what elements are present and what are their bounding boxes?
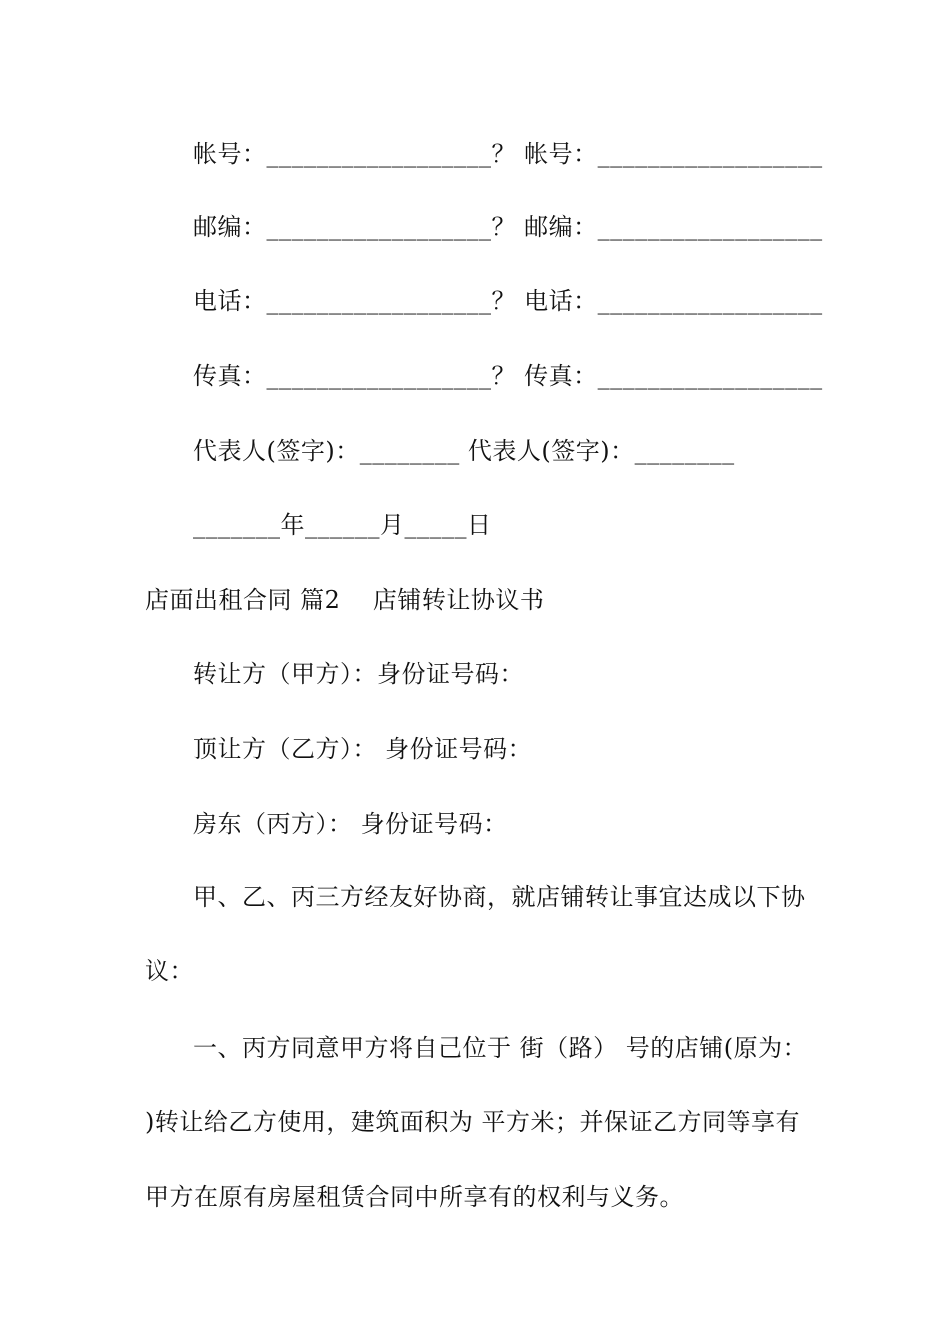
transferor-line: 转让方（甲方）：身份证号码： [193, 660, 524, 688]
account-line: 帐号：__________________？ 帐号：__________________ [193, 140, 823, 168]
agreement-intro-line-1: 甲、乙、丙三方经友好协商，就店铺转让事宜达成以下协 [193, 883, 806, 911]
transferee-line: 顶让方（乙方）： 身份证号码： [193, 735, 533, 763]
clause-one-line-1: 一、丙方同意甲方将自己位于 街（路） 号的店铺(原为： [193, 1034, 808, 1062]
clause-one-line-2: )转让给乙方使用，建筑面积为 平方米；并保证乙方同等享有 [145, 1108, 800, 1136]
section-title: 店面出租合同 篇2 店铺转让协议书 [145, 586, 545, 614]
representative-signature-line: 代表人(签字)：________ 代表人(签字)：________ [193, 437, 735, 465]
clause-one-line-3: 甲方在原有房屋租赁合同中所享有的权利与义务。 [145, 1183, 684, 1211]
agreement-intro-line-2: 议： [145, 957, 194, 985]
postcode-line: 邮编：__________________？ 邮编：__________________ [193, 213, 823, 241]
date-line: _______年______月_____日 [193, 511, 492, 539]
fax-line: 传真：__________________？ 传真：__________________ [193, 362, 823, 390]
phone-line: 电话：__________________？ 电话：__________________ [193, 287, 823, 315]
landlord-line: 房东（丙方）： 身份证号码： [193, 810, 508, 838]
